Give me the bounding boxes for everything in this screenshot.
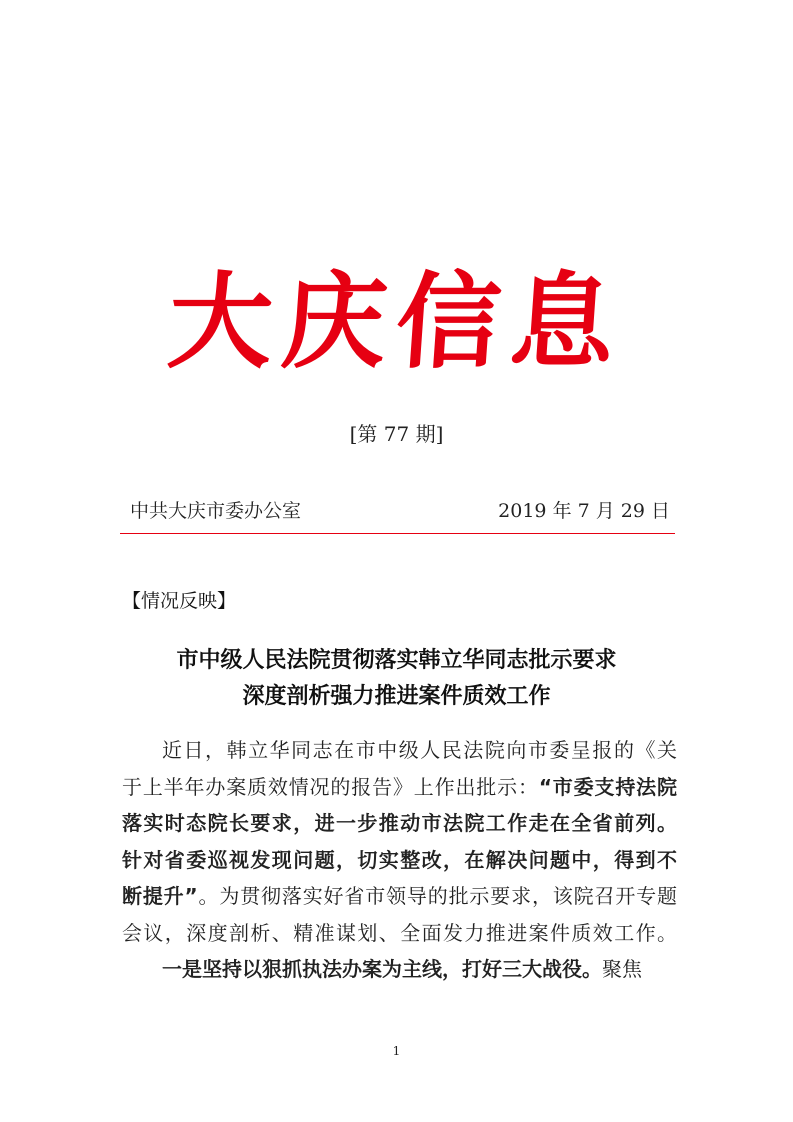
body-line-4: 针对省委巡视发现问题，切实整改，在解决问题中，得到不 — [122, 847, 677, 872]
body-line-5-regular: 。为贯彻落实好省市领导的批示要求，该院召开专题 — [197, 884, 677, 908]
page-number: 1 — [392, 1044, 401, 1058]
issuer: 中共大庆市委办公室 — [130, 500, 302, 522]
body-line-2-quote: “市委支持法院 — [538, 774, 677, 799]
issuer-date-row — [130, 498, 670, 524]
body-line-2 — [122, 769, 677, 806]
article-body — [122, 732, 677, 988]
section-label: 【情况反映】 — [122, 590, 237, 612]
body-line-2-regular: 于上半年办案质效情况的报告》上作出批示： — [122, 774, 539, 799]
body-line-1: 近日，韩立华同志在市中级人民法院向市委呈报的《关 — [162, 738, 677, 762]
body-line-7-bold: 一是坚持以狠抓执法办案为主线，打好三大战役。 — [162, 957, 602, 981]
article-headline — [0, 642, 793, 714]
issue-date: 2019 年 7 月 29 日 — [498, 500, 670, 522]
issue-number: [第 77 期] — [349, 422, 444, 446]
body-line-5 — [122, 878, 677, 915]
headline-line-1: 市中级人民法院贯彻落实韩立华同志批示要求 — [176, 647, 617, 673]
body-line-7-regular: 聚焦 — [602, 957, 642, 981]
body-line-7 — [122, 951, 677, 988]
body-line-5-quote: 断提升” — [122, 884, 198, 908]
masthead-title: 大庆信息 — [164, 261, 629, 383]
headline-line-2: 深度剖析强力推进案件质效工作 — [242, 683, 551, 709]
body-line-3: 落实时态院长要求，进一步推动市法院工作走在全省前列。 — [122, 811, 677, 835]
red-divider-line — [120, 533, 675, 534]
body-line-6: 会议，深度剖析、精准谋划、全面发力推进案件质效工作。 — [122, 920, 677, 945]
